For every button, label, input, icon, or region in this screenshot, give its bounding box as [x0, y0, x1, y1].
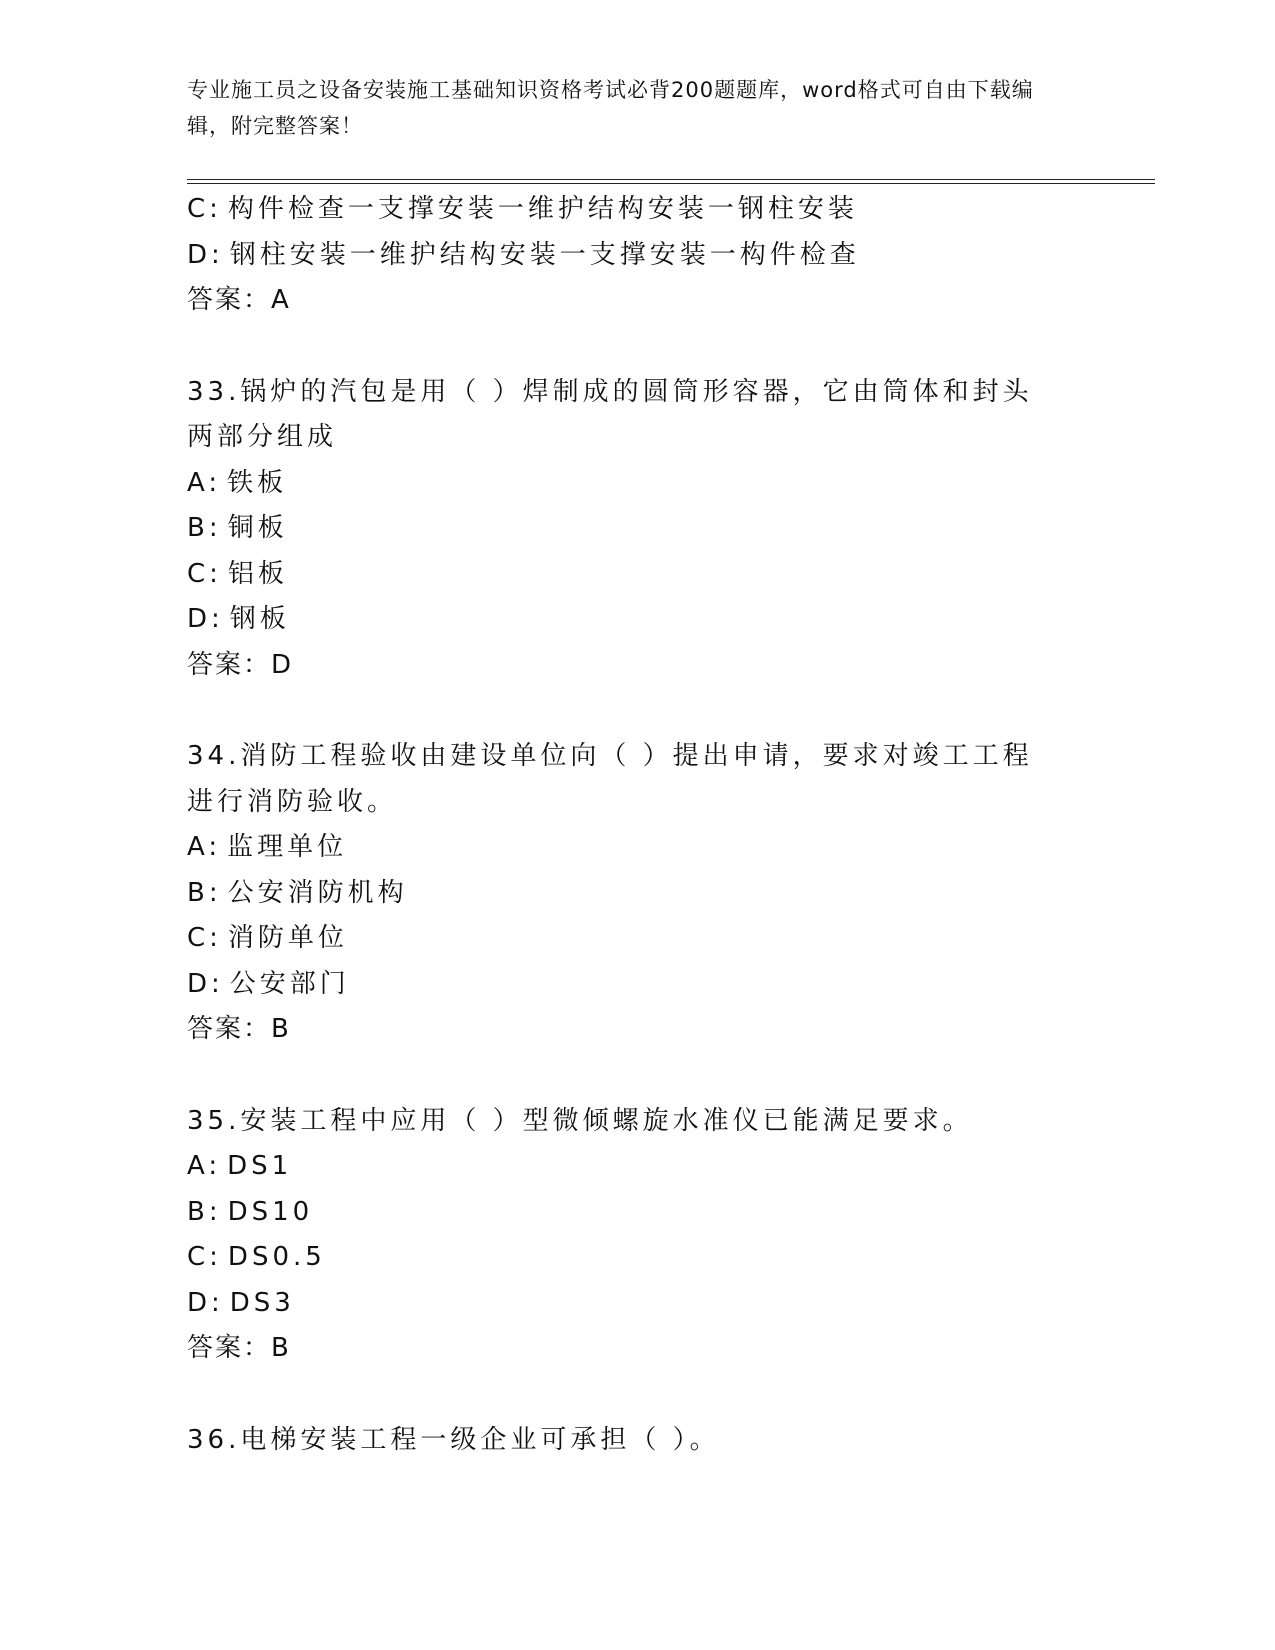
option-line: [187, 1235, 1067, 1281]
option-line: [187, 916, 1067, 962]
option-text: DS0.5: [227, 1242, 326, 1272]
option-text: 钢柱安装一维护结构安装一支撑安装一构件检查: [229, 239, 860, 270]
option-text: 构件检查一支撑安装一维护结构安装一钢柱安装: [227, 194, 858, 224]
answer-value: D: [271, 649, 294, 680]
option-line: [187, 506, 1067, 552]
spacer: [187, 324, 1067, 370]
option-text: 公安消防机构: [227, 877, 408, 908]
option-line: [187, 233, 1067, 279]
answer-label: 答案：: [187, 285, 272, 315]
option-line: [187, 1281, 1067, 1327]
document-header: 专业施工员之设备安装施工基础知识资格考试必背200题题库，word格式可自由下载编辑，附完整答案！: [187, 78, 1034, 138]
option-line: [187, 871, 1067, 917]
question-stem: 33.锅炉的汽包是用（ ）焊制成的圆筒形容器，它由筒体和封头两部分组成: [187, 376, 1033, 452]
option-key: C:: [187, 194, 222, 224]
option-line: [187, 187, 1067, 233]
option-text: DS1: [227, 1151, 293, 1181]
option-text: DS3: [229, 1287, 295, 1318]
option-key: A:: [187, 832, 222, 862]
answer-value: B: [271, 1014, 291, 1044]
option-text: 铝板: [227, 558, 288, 589]
option-text: 监理单位: [227, 832, 348, 862]
answer-line: [187, 643, 1067, 689]
spacer: [187, 1372, 1067, 1418]
spacer: [187, 1053, 1067, 1099]
option-line: [187, 1190, 1067, 1236]
answer-label: 答案：: [187, 1333, 272, 1363]
option-key: D:: [187, 604, 224, 634]
question-stem: 36.电梯安装工程一级企业可承担（ ）。: [187, 1424, 720, 1455]
option-line: [187, 597, 1067, 643]
option-key: C:: [187, 923, 222, 953]
option-key: C:: [187, 1242, 222, 1272]
answer-label: 答案：: [187, 1014, 272, 1044]
header-divider-bottom: [187, 183, 1155, 184]
option-key: C:: [187, 558, 222, 589]
option-line: [187, 962, 1067, 1008]
option-text: 钢板: [229, 604, 290, 634]
option-key: D:: [187, 968, 224, 999]
question-stem: 34.消防工程验收由建设单位向（ ）提出申请，要求对竣工工程进行消防验收。: [187, 741, 1033, 817]
option-line: [187, 552, 1067, 598]
option-text: DS10: [227, 1196, 314, 1227]
option-line: [187, 461, 1067, 507]
option-key: B:: [187, 513, 222, 543]
option-line: [187, 1144, 1067, 1190]
option-text: 消防单位: [227, 923, 348, 953]
answer-line: [187, 1326, 1067, 1372]
option-key: A:: [187, 467, 222, 498]
option-text: 铁板: [227, 467, 288, 498]
answer-label: 答案：: [187, 649, 272, 680]
option-key: B:: [187, 1196, 222, 1227]
option-key: B:: [187, 877, 222, 908]
option-key: D:: [187, 239, 224, 270]
question-stem: 35.安装工程中应用（ ）型微倾螺旋水准仪已能满足要求。: [187, 1105, 973, 1136]
question-list: [187, 187, 1067, 1463]
option-text: 铜板: [227, 513, 288, 543]
answer-line: [187, 1007, 1067, 1053]
header-divider-top: [187, 179, 1155, 180]
answer-line: [187, 278, 1067, 324]
spacer: [187, 688, 1067, 734]
answer-value: B: [271, 1333, 291, 1363]
option-key: A:: [187, 1151, 222, 1181]
option-line: [187, 825, 1067, 871]
option-key: D:: [187, 1287, 224, 1318]
answer-value: A: [271, 285, 291, 315]
option-text: 公安部门: [229, 968, 350, 999]
